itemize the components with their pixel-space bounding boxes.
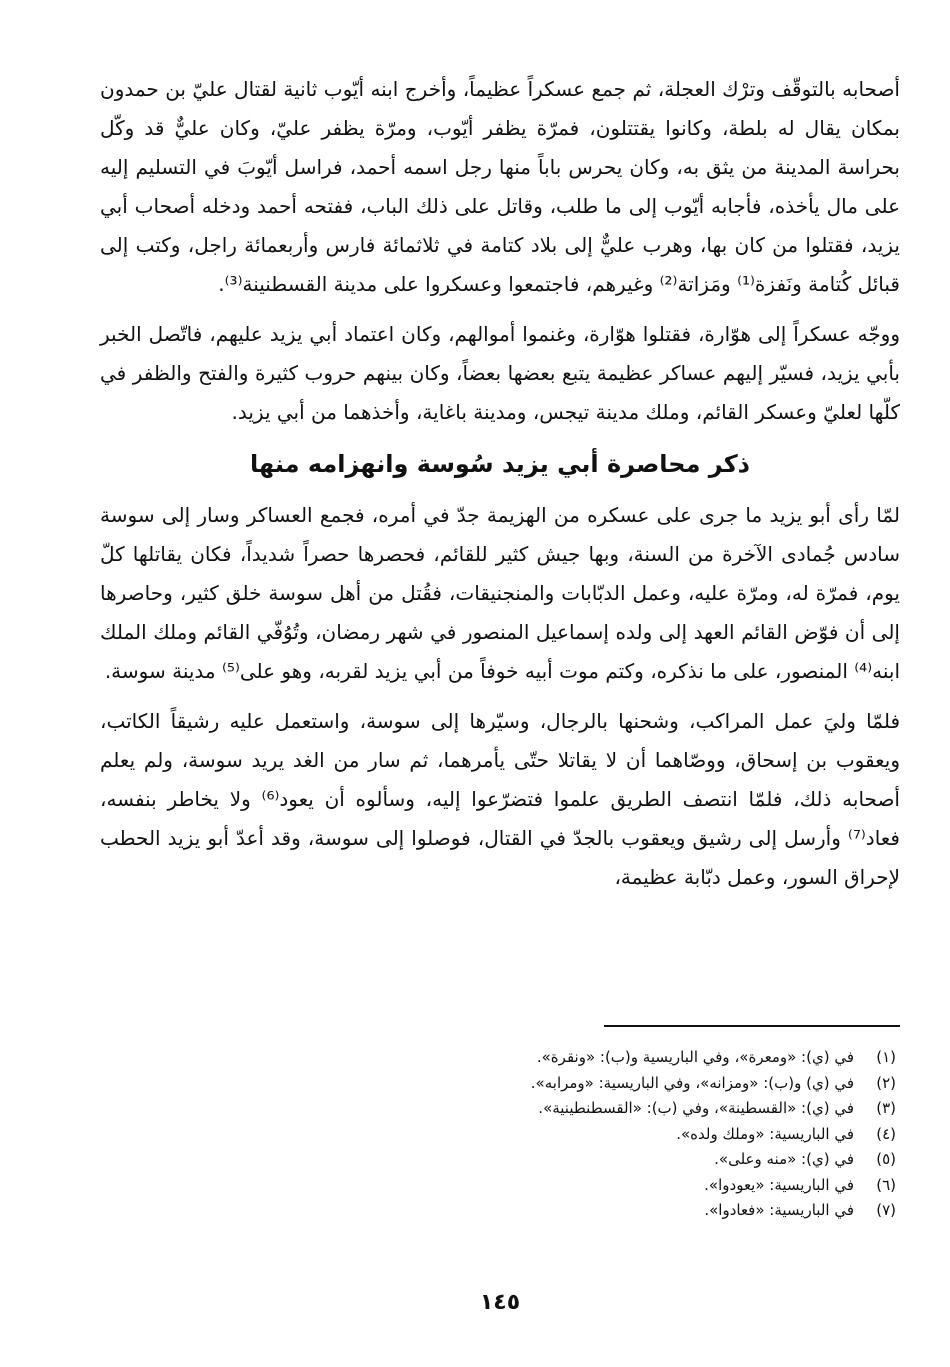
footnote-item: [336, 1045, 896, 1071]
footnote-item: [336, 1198, 896, 1224]
footnote-text: في (ي): «منه وعلى».: [714, 1150, 854, 1168]
footnote-item: [336, 1173, 896, 1199]
footnote-text: في (ي): «القسطينة»، وفي (ب): «القسطنطينية».: [538, 1099, 854, 1117]
footnote-text: في (ي): «ومعرة»، وفي الباريسية و(ب): «ونقرة».: [536, 1048, 854, 1066]
footnote-number: (٣): [876, 1099, 896, 1117]
paragraph-1: أصحابه بالتوقّف وترْك العجلة، ثم جمع عسكراً عظيماً، وأخرج ابنه أيّوب ثانية لقتال عليّ بن حمدون بمكان يقال له بلطة، وكانوا يقتتلون، فمرّة يظفر أيّوب، ومرّة يظفر عليّ، وكان عليٌّ قد وكّل بحراسة المدينة من يثق به، وكان يحرس باباً منها رجل اسمه أحمد، فراسل أيّوبَ في التسليم إليه على مال يأخذه، فأجابه أيّوب إلى ما طلب، وقاتل على ذلك الباب، ففتحه أحمد ودخله أصحاب أبي يزيد، فقتلوا من كان بها، وهرب عليٌّ إلى بلاد كتامة في ثلاثمائة فارس وأربعمائة راجل، وكتب إلى قبائل كُتامة ونَفزة⁽¹⁾ ومَزاتة⁽²⁾ وغيرهم، فاجتمعوا وعسكروا على مدينة القسطنينة⁽³⁾.: [100, 77, 900, 296]
footnotes-list: [336, 1045, 896, 1224]
section-title: ذكر محاصرة أبي يزيد سُوسة وانهزامه منها: [249, 450, 750, 478]
footnote-number: (١): [876, 1048, 896, 1066]
footnote-number: (٦): [876, 1175, 896, 1194]
footnote-item: [336, 1096, 896, 1122]
footnote-item: [336, 1071, 896, 1097]
footnote-number: (٢): [876, 1073, 896, 1092]
footnote-text: في (ي) و(ب): «ومزانه»، وفي الباريسية: «ومرابه».: [530, 1073, 854, 1092]
footnote-number: (٤): [876, 1124, 896, 1143]
footnote-text: في الباريسية: «يعودوا».: [704, 1175, 854, 1194]
footnote-item: [336, 1147, 896, 1173]
page-number: ١٤٥: [479, 1290, 521, 1315]
footnote-text: في الباريسية: «فعادوا».: [704, 1201, 854, 1219]
footnote-divider: [604, 1025, 900, 1027]
footnote-text: في الباريسية: «وملك ولده».: [676, 1124, 854, 1143]
footnote-item: [336, 1122, 896, 1148]
footnote-number: (٥): [876, 1150, 896, 1168]
paragraph-3: لمّا رأى أبو يزيد ما جرى على عسكره من الهزيمة جدّ في أمره، فجمع العساكر وسار إلى سوسة سادس جُمادى الآخرة من السنة، وبها جيش كثير للقائم، فحصرها حصراً شديداً، فكان يقاتلها كلّ يوم، فمرّة له، ومرّة عليه، وعمل الدبّابات والمنجنيقات، فقُتل من أهل سوسة خلق كثير، وحاصرها إلى أن فوّض القائم العهد إلى ولده إسماعيل المنصور في شهر رمضان، وتُوُفّي القائم وملك الملك ابنه⁽⁴⁾ المنصور، على ما نذكره، وكتم موت أبيه خوفاً من أبي يزيد لقربه، وهو على⁽⁵⁾ مدينة سوسة.: [100, 503, 900, 683]
paragraph-4: فلمّا وليَ عمل المراكب، وشحنها بالرجال، وسيّرها إلى سوسة، واستعمل عليه رشيقاً الكاتب، ويعقوب بن إسحاق، ووصّاهما أن لا يقاتلا حتّى يأمرهما، ثم سار من الغد يريد سوسة، ولم يعلم أصحابه ذلك، فلمّا انتصف الطريق علموا فتضرّعوا إليه، وسألوه أن يعود⁽⁶⁾ ولا يخاطر بنفسه، فعاد⁽⁷⁾ وأرسل إلى رشيق ويعقوب بالجدّ في القتال، فوصلوا إلى سوسة، وقد أعدّ أبو يزيد الحطب لإحراق السور، وعمل دبّابة عظيمة،: [100, 709, 900, 889]
book-page: [100, 70, 900, 1340]
footnote-number: (٧): [876, 1201, 896, 1219]
paragraph-2: ووجّه عسكراً إلى هوّارة، فقتلوا هوّارة، وغنموا أموالهم، وكان اعتماد أبي يزيد عليهم، فاتّصل الخبر بأبي يزيد، فسيّر إليهم عساكر عظيمة يتبع بعضها بعضاً، وكان بينهم حروب كثيرة والفتح والظفر في كلّها لعليّ وعسكر القائم، وملك مدينة تيجس، ومدينة باغاية، وأخذهما من أبي يزيد.: [100, 322, 900, 424]
